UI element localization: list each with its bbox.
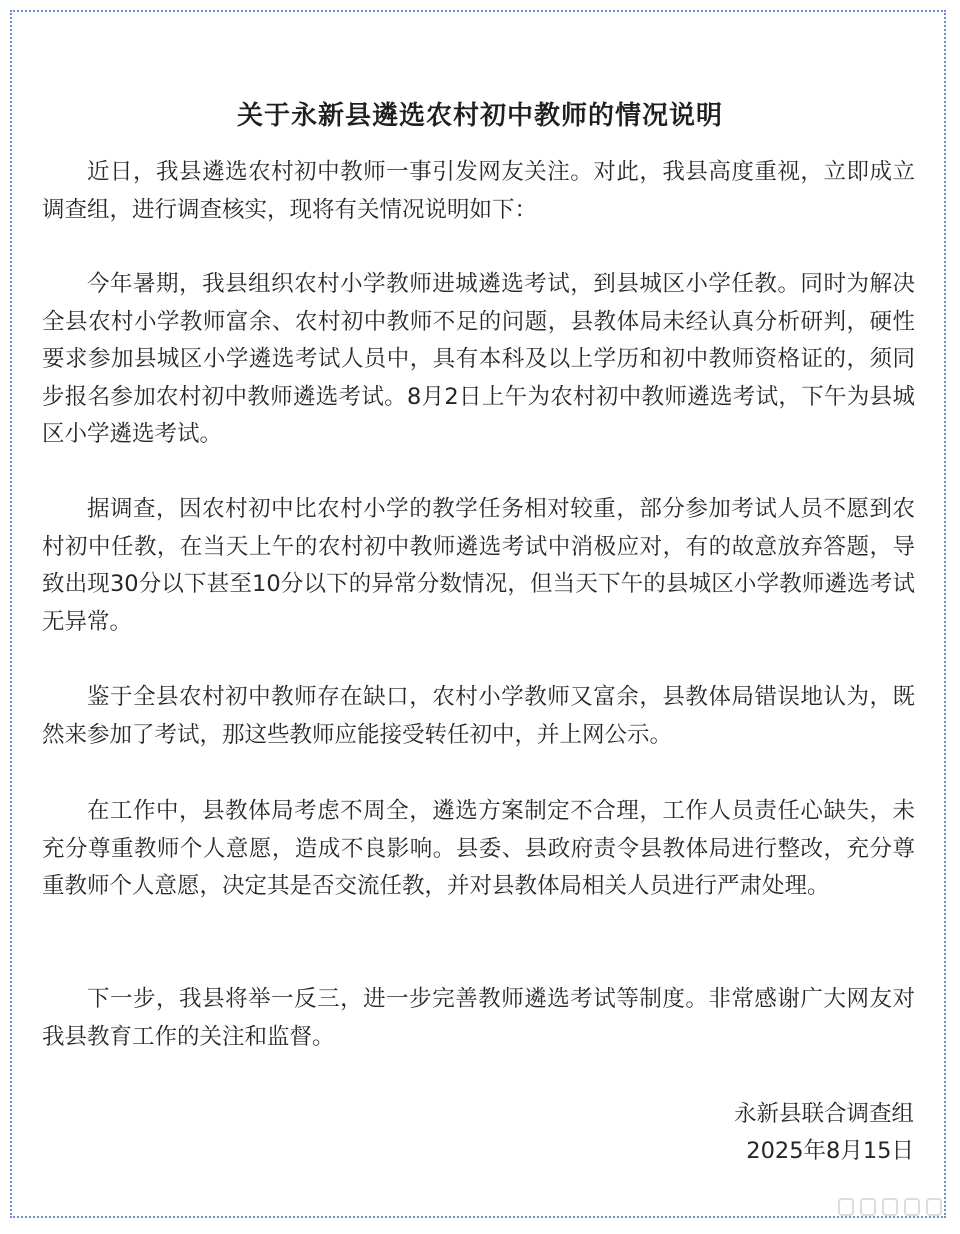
paragraph-3: 据调查，因农村初中比农村小学的教学任务相对较重，部分参加考试人员不愿到农村初中任教，在当天上午的农村初中教师遴选考试中消极应对，有的故意放弃答题，导致出现30分以下甚至10分以下的异常分数情况，但当天下午的县城区小学教师遴选考试无异常。 — [42, 496, 915, 635]
paragraph-4: 鉴于全县农村初中教师存在缺口，农村小学教师又富余，县教体局错误地认为，既然来参加了考试，那这些教师应能接受转任初中，并上网公示。 — [42, 684, 915, 748]
signature-date: 2025年8月15日 — [746, 1138, 914, 1164]
signature-issuer: 永新县联合调查组 — [733, 1101, 914, 1127]
document-title: 关于永新县遴选农村初中教师的情况说明 — [236, 101, 723, 132]
watermark-mark — [824, 1196, 942, 1218]
paragraph-6: 下一步，我县将举一反三，进一步完善教师遴选考试等制度。非常感谢广大网友对我县教育工作的关注和监督。 — [42, 986, 915, 1050]
paragraph-5: 在工作中，县教体局考虑不周全，遴选方案制定不合理，工作人员责任心缺失，未充分尊重教师个人意愿，造成不良影响。县委、县政府责令县教体局进行整改，充分尊重教师个人意愿，决定其是否交流任教，并对县教体局相关人员进行严肃处理。 — [42, 798, 915, 900]
paragraph-1: 近日，我县遴选农村初中教师一事引发网友关注。对此，我县高度重视，立即成立调查组，进行调查核实，现将有关情况说明如下： — [42, 159, 915, 223]
paragraph-2: 今年暑期，我县组织农村小学教师进城遴选考试，到县城区小学任教。同时为解决全县农村小学教师富余、农村初中教师不足的问题，县教体局未经认真分析研判，硬性要求参加县城区小学遴选考试人员中，具有本科及以上学历和初中教师资格证的，须同步报名参加农村初中教师遴选考试。8月2日上午为农村初中教师遴选考试，下午为县城区小学遴选考试。 — [42, 271, 915, 448]
